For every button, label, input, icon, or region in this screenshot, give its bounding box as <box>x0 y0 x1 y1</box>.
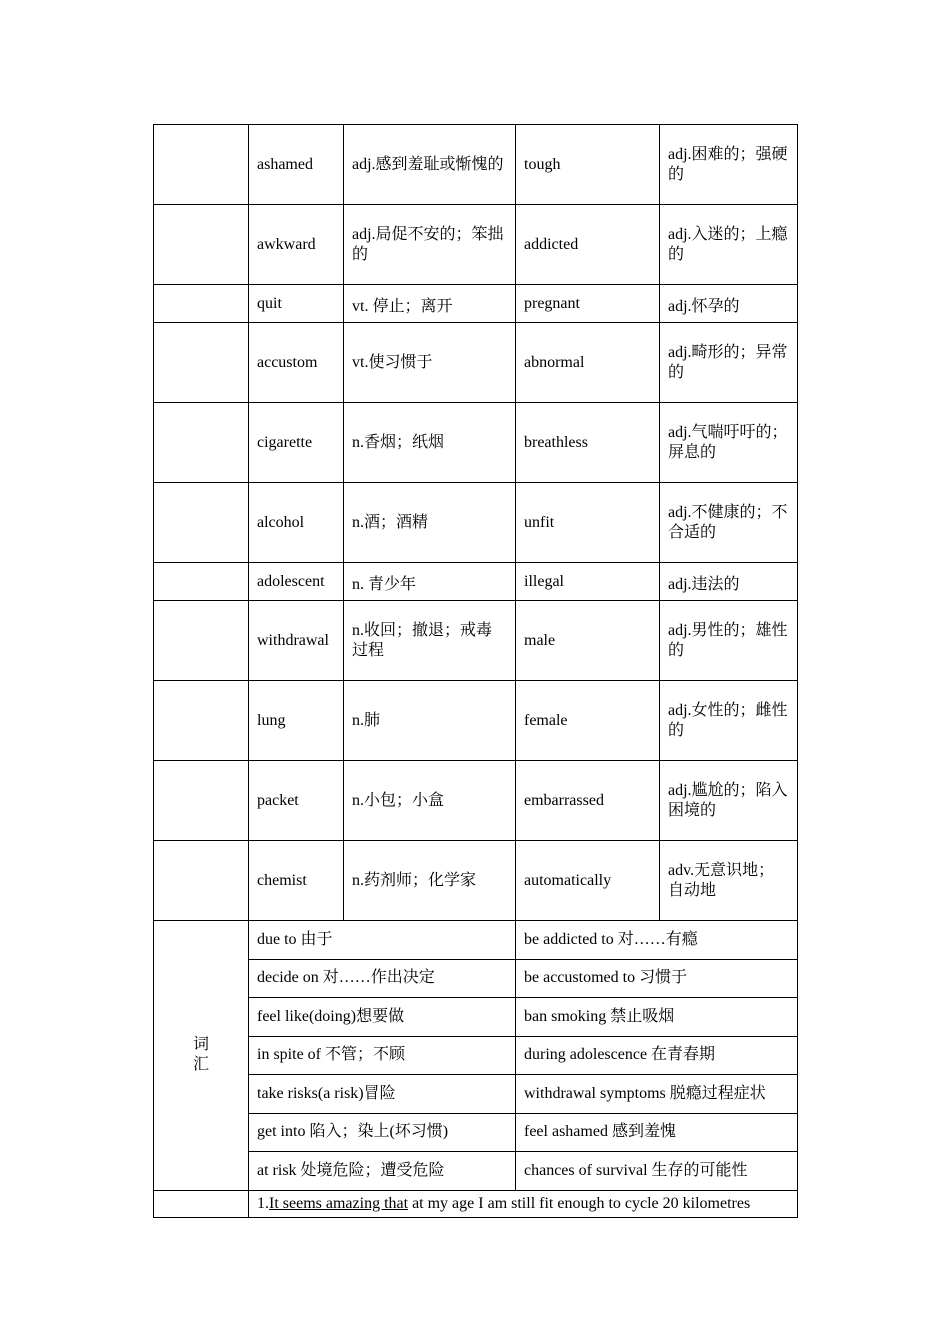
phrase-row <box>154 1152 798 1191</box>
sentence-number: 1. <box>257 1194 269 1212</box>
word-en-1: awkward <box>249 205 344 285</box>
phrase-left: feel like(doing)想要做 <box>249 998 516 1037</box>
phrase-right: be accustomed to 习惯于 <box>516 959 798 998</box>
word-row <box>154 403 798 483</box>
section-cell <box>154 403 249 483</box>
phrase-left: at risk 处境危险；遭受危险 <box>249 1152 516 1191</box>
word-en-1: packet <box>249 761 344 841</box>
section-cell <box>154 761 249 841</box>
word-zh-1: n.香烟；纸烟 <box>344 403 516 483</box>
word-zh-1: n.肺 <box>344 681 516 761</box>
word-row <box>154 601 798 681</box>
sentence-rows <box>154 1190 798 1217</box>
word-zh-1: n. 青少年 <box>344 563 516 601</box>
word-zh-1: n.酒；酒精 <box>344 483 516 563</box>
sentence-row <box>154 1190 798 1217</box>
word-en-2: abnormal <box>516 323 660 403</box>
word-zh-1: n.药剂师；化学家 <box>344 841 516 921</box>
phrase-left: due to 由于 <box>249 921 516 960</box>
word-zh-2: adj.入迷的；上瘾的 <box>660 205 798 285</box>
word-en-1: quit <box>249 285 344 323</box>
word-en-2: breathless <box>516 403 660 483</box>
word-en-2: embarrassed <box>516 761 660 841</box>
sentence-cell <box>249 1190 798 1217</box>
word-en-1: lung <box>249 681 344 761</box>
phrase-left: in spite of 不管；不顾 <box>249 1036 516 1075</box>
section-cell <box>154 841 249 921</box>
word-zh-1: vt. 停止；离开 <box>344 285 516 323</box>
phrase-rows <box>154 921 798 1191</box>
word-en-2: male <box>516 601 660 681</box>
sentence-section-cell <box>154 1190 249 1217</box>
phrase-right: ban smoking 禁止吸烟 <box>516 998 798 1037</box>
word-zh-2: adj.违法的 <box>660 563 798 601</box>
word-zh-2: adj.不健康的；不合适的 <box>660 483 798 563</box>
phrase-right: feel ashamed 感到羞愧 <box>516 1113 798 1152</box>
sentence-underlined: It seems amazing that <box>269 1194 409 1212</box>
section-cell <box>154 563 249 601</box>
section-cell <box>154 483 249 563</box>
word-en-2: tough <box>516 125 660 205</box>
word-zh-1: adj.局促不安的；笨拙的 <box>344 205 516 285</box>
phrase-right: withdrawal symptoms 脱瘾过程症状 <box>516 1075 798 1114</box>
phrase-right: during adolescence 在青春期 <box>516 1036 798 1075</box>
phrase-row <box>154 921 798 960</box>
phrases-section-label <box>154 921 249 1191</box>
word-rows <box>154 125 798 921</box>
word-row <box>154 205 798 285</box>
word-zh-2: adj.男性的；雄性的 <box>660 601 798 681</box>
word-en-2: female <box>516 681 660 761</box>
phrase-row <box>154 959 798 998</box>
word-en-2: pregnant <box>516 285 660 323</box>
word-zh-1: n.小包；小盒 <box>344 761 516 841</box>
phrase-row <box>154 1113 798 1152</box>
phrase-left: get into 陷入；染上(坏习惯) <box>249 1113 516 1152</box>
word-zh-2: adj.女性的；雌性的 <box>660 681 798 761</box>
word-en-1: chemist <box>249 841 344 921</box>
word-zh-1: adj.感到羞耻或惭愧的 <box>344 125 516 205</box>
phrase-row <box>154 1036 798 1075</box>
word-en-2: unfit <box>516 483 660 563</box>
word-en-2: automatically <box>516 841 660 921</box>
word-en-1: adolescent <box>249 563 344 601</box>
word-zh-2: adj.气喘吁吁的；屏息的 <box>660 403 798 483</box>
sentence-rest: at my age I am still fit enough to cycle 20 kilometres <box>408 1194 751 1212</box>
word-row <box>154 323 798 403</box>
phrase-right: chances of survival 生存的可能性 <box>516 1152 798 1191</box>
word-row <box>154 841 798 921</box>
phrase-right: be addicted to 对……有瘾 <box>516 921 798 960</box>
phrases-label-text: 词汇 <box>193 1036 210 1074</box>
word-en-2: addicted <box>516 205 660 285</box>
section-cell <box>154 125 249 205</box>
word-row <box>154 563 798 601</box>
word-row <box>154 125 798 205</box>
word-zh-1: n.收回；撤退；戒毒过程 <box>344 601 516 681</box>
word-en-1: accustom <box>249 323 344 403</box>
section-cell <box>154 205 249 285</box>
section-cell <box>154 323 249 403</box>
word-zh-1: vt.使习惯于 <box>344 323 516 403</box>
word-row <box>154 761 798 841</box>
section-cell <box>154 285 249 323</box>
phrase-row <box>154 998 798 1037</box>
word-en-1: alcohol <box>249 483 344 563</box>
phrase-row <box>154 1075 798 1114</box>
word-row <box>154 681 798 761</box>
word-en-1: cigarette <box>249 403 344 483</box>
word-zh-2: adv.无意识地；自动地 <box>660 841 798 921</box>
section-cell <box>154 681 249 761</box>
word-zh-2: adj.困难的；强硬的 <box>660 125 798 205</box>
phrase-left: decide on 对……作出决定 <box>249 959 516 998</box>
word-en-1: ashamed <box>249 125 344 205</box>
word-zh-2: adj.怀孕的 <box>660 285 798 323</box>
word-zh-2: adj.畸形的；异常的 <box>660 323 798 403</box>
vocabulary-table <box>153 124 798 1218</box>
section-cell <box>154 601 249 681</box>
phrase-left: take risks(a risk)冒险 <box>249 1075 516 1114</box>
word-row <box>154 483 798 563</box>
word-zh-2: adj.尴尬的；陷入困境的 <box>660 761 798 841</box>
word-en-1: withdrawal <box>249 601 344 681</box>
word-en-2: illegal <box>516 563 660 601</box>
word-row <box>154 285 798 323</box>
